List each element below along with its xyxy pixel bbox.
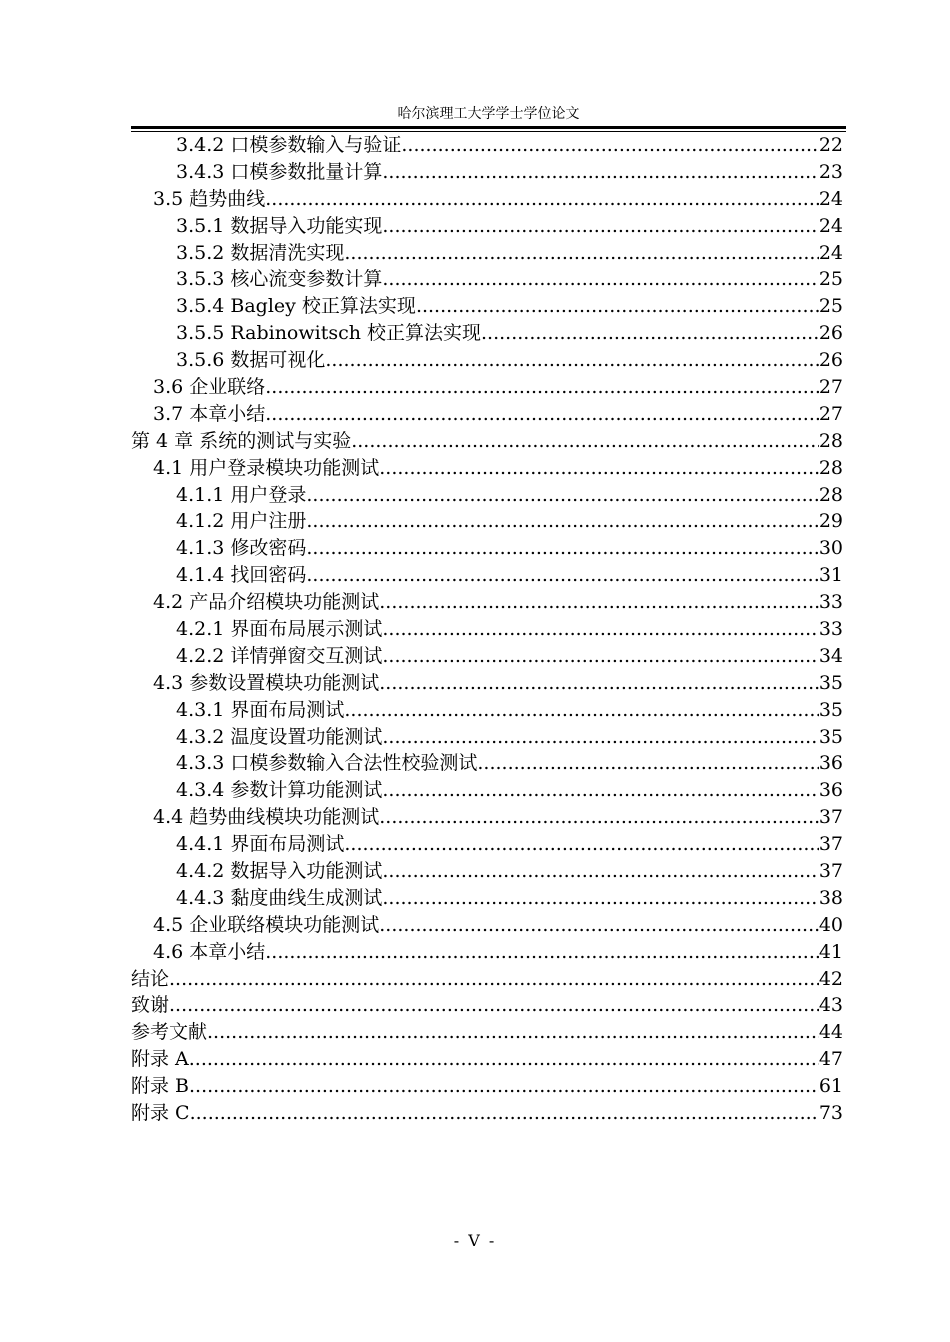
toc-entry-page: 36 [818, 779, 843, 802]
toc-entry-title: 4.3.1 界面布局测试 [176, 698, 345, 721]
toc-dot-leader [382, 858, 818, 885]
toc-entry-title: 4.2 产品介绍模块功能测试 [153, 591, 380, 614]
toc-dot-leader [379, 804, 819, 831]
toc-entry-page: 28 [818, 429, 843, 452]
toc-entry[interactable] [131, 885, 843, 912]
toc-dot-leader [189, 1073, 819, 1100]
running-header: 哈尔滨理工大学学士学位论文 [397, 106, 580, 122]
toc-entry[interactable] [131, 616, 843, 643]
toc-dot-leader [382, 643, 818, 670]
toc-entry-title: 4.1.4 找回密码 [176, 564, 307, 587]
toc-dot-leader [265, 374, 819, 401]
toc-dot-leader [351, 428, 819, 455]
toc-entry[interactable] [131, 213, 843, 240]
toc-entry-page: 33 [818, 618, 843, 641]
toc-dot-leader [169, 966, 819, 993]
toc-entry-title: 4.2.2 详情弹窗交互测试 [176, 644, 383, 667]
toc-entry-title: 3.7 本章小结 [153, 402, 266, 425]
toc-dot-leader [382, 616, 818, 643]
toc-entry-page: 28 [818, 483, 843, 506]
toc-entry-title: 3.5 趋势曲线 [153, 187, 266, 210]
toc-entry-title: 3.5.6 数据可视化 [176, 349, 326, 372]
toc-entry-page: 25 [818, 268, 843, 291]
toc-entry-title: 4.4 趋势曲线模块功能测试 [153, 806, 380, 829]
toc-entry[interactable] [131, 562, 843, 589]
toc-entry[interactable] [131, 697, 843, 724]
toc-entry[interactable] [131, 831, 843, 858]
toc-dot-leader [325, 347, 818, 374]
toc-entry-page: 61 [818, 1075, 843, 1098]
toc-dot-leader [306, 508, 818, 535]
toc-entry-title: 3.5.5 Rabinowitsch 校正算法实现 [176, 322, 482, 345]
toc-entry-page: 23 [818, 160, 843, 183]
toc-entry[interactable] [131, 1019, 843, 1046]
toc-entry-page: 31 [818, 564, 843, 587]
toc-dot-leader [379, 455, 819, 482]
toc-entry-title: 3.4.2 口模参数输入与验证 [176, 133, 402, 156]
toc-entry-title: 4.1.2 用户注册 [176, 510, 307, 533]
toc-entry-title: 4.3.4 参数计算功能测试 [176, 779, 383, 802]
toc-entry-title: 4.3 参数设置模块功能测试 [153, 671, 380, 694]
toc-dot-leader [306, 535, 818, 562]
toc-entry[interactable] [131, 482, 843, 509]
toc-dot-leader [306, 482, 818, 509]
toc-entry-title: 3.5.3 核心流变参数计算 [176, 268, 383, 291]
toc-dot-leader [344, 697, 818, 724]
toc-dot-leader [401, 132, 818, 159]
toc-entry[interactable] [131, 912, 843, 939]
toc-entry-page: 27 [818, 402, 843, 425]
toc-entry[interactable] [131, 186, 843, 213]
toc-entry[interactable] [131, 1073, 843, 1100]
toc-entry[interactable] [131, 320, 843, 347]
toc-entry-title: 致谢 [131, 994, 170, 1017]
toc-entry[interactable] [131, 508, 843, 535]
toc-entry[interactable] [131, 428, 843, 455]
toc-entry-page: 34 [818, 644, 843, 667]
toc-entry-page: 37 [818, 860, 843, 883]
toc-entry-title: 3.5.4 Bagley 校正算法实现 [176, 295, 416, 318]
toc-dot-leader [477, 750, 818, 777]
toc-entry-page: 44 [818, 1021, 843, 1044]
toc-dot-leader [344, 831, 818, 858]
toc-entry[interactable] [131, 750, 843, 777]
toc-entry[interactable] [131, 1100, 843, 1127]
toc-entry-page: 26 [818, 322, 843, 345]
toc-dot-leader [265, 186, 819, 213]
toc-entry-title: 3.6 企业联络 [153, 376, 266, 398]
toc-dot-leader [382, 777, 818, 804]
toc-dot-leader [379, 670, 819, 697]
toc-entry-title: 附录 A [131, 1048, 189, 1071]
toc-dot-leader [265, 939, 819, 966]
toc-entry-title: 4.1.1 用户登录 [176, 483, 307, 506]
toc-entry-title: 附录 B [131, 1075, 190, 1098]
toc-entry[interactable] [131, 240, 843, 267]
toc-dot-leader [382, 885, 818, 912]
toc-entry-page: 35 [818, 671, 843, 694]
toc-entry-page: 27 [818, 376, 843, 398]
toc-dot-leader [382, 266, 818, 293]
toc-entry-page: 36 [818, 752, 843, 775]
toc-entry-page: 37 [818, 806, 843, 829]
toc-dot-leader [265, 401, 819, 428]
toc-dot-leader [382, 159, 818, 186]
toc-entry-page: 29 [818, 510, 843, 533]
toc-entry[interactable] [131, 670, 843, 697]
toc-entry-page: 33 [818, 591, 843, 614]
toc-entry[interactable] [131, 993, 843, 1020]
toc-entry-title: 4.1 用户登录模块功能测试 [153, 456, 380, 479]
toc-entry-page: 25 [818, 295, 843, 318]
toc-entry-title: 4.4.2 数据导入功能测试 [176, 860, 383, 883]
toc-entry[interactable] [131, 347, 843, 374]
toc-dot-leader [382, 724, 818, 751]
toc-entry-page: 41 [818, 940, 843, 963]
toc-entry-page: 47 [818, 1048, 843, 1071]
toc-entry[interactable] [131, 589, 843, 616]
toc-entry-title: 结论 [131, 967, 170, 990]
toc-entry-page: 35 [818, 725, 843, 748]
toc-entry[interactable] [131, 939, 843, 966]
toc-dot-leader [481, 320, 819, 347]
toc-entry-page: 24 [818, 187, 843, 210]
table-of-contents [131, 132, 843, 1127]
toc-entry[interactable] [131, 804, 843, 831]
toc-entry[interactable] [131, 455, 843, 482]
toc-entry-page: 35 [818, 698, 843, 721]
toc-entry-title: 4.5 企业联络模块功能测试 [153, 913, 380, 936]
toc-entry[interactable] [131, 401, 843, 428]
toc-dot-leader [382, 213, 818, 240]
toc-dot-leader [189, 1046, 819, 1073]
toc-entry-title: 4.6 本章小结 [153, 940, 266, 963]
toc-entry-page: 73 [818, 1102, 843, 1125]
toc-entry-title: 附录 C [131, 1102, 190, 1125]
toc-dot-leader [344, 240, 818, 267]
toc-entry[interactable] [131, 643, 843, 670]
toc-entry-page: 26 [818, 349, 843, 372]
toc-entry[interactable] [131, 1046, 843, 1073]
toc-entry-title: 4.3.2 温度设置功能测试 [176, 725, 383, 748]
toc-entry-title: 第 4 章 系统的测试与实验 [131, 429, 352, 452]
toc-dot-leader [416, 293, 819, 320]
toc-entry-title: 4.1.3 修改密码 [176, 537, 307, 560]
toc-dot-leader [379, 589, 819, 616]
toc-dot-leader [190, 1100, 819, 1127]
toc-entry-page: 37 [818, 833, 843, 856]
toc-entry-page: 38 [818, 886, 843, 909]
toc-entry[interactable] [131, 535, 843, 562]
toc-dot-leader [169, 993, 819, 1020]
toc-entry-page: 43 [818, 994, 843, 1017]
toc-entry[interactable] [131, 266, 843, 293]
toc-entry-title: 4.4.3 黏度曲线生成测试 [176, 886, 383, 909]
toc-entry[interactable] [131, 132, 843, 159]
toc-entry-page: 24 [818, 241, 843, 264]
page-number: - V - [453, 1231, 497, 1250]
header-rule-thick [131, 126, 846, 129]
toc-entry-title: 4.4.1 界面布局测试 [176, 833, 345, 856]
toc-dot-leader [306, 562, 818, 589]
toc-entry-page: 30 [818, 537, 843, 560]
toc-entry[interactable] [131, 159, 843, 186]
toc-entry-title: 3.5.2 数据清洗实现 [176, 241, 345, 264]
toc-entry[interactable] [131, 858, 843, 885]
toc-entry-page: 40 [818, 913, 843, 936]
toc-entry-page: 42 [818, 967, 843, 990]
toc-entry-page: 24 [818, 214, 843, 237]
toc-entry-title: 4.3.3 口模参数输入合法性校验测试 [176, 752, 478, 775]
toc-entry[interactable] [131, 724, 843, 751]
toc-entry[interactable] [131, 374, 843, 401]
toc-entry[interactable] [131, 293, 843, 320]
toc-entry-title: 3.4.3 口模参数批量计算 [176, 160, 383, 183]
toc-entry[interactable] [131, 966, 843, 993]
toc-entry-page: 28 [818, 456, 843, 479]
toc-entry-page: 22 [818, 133, 843, 156]
toc-dot-leader [207, 1019, 819, 1046]
toc-entry-title: 4.2.1 界面布局展示测试 [176, 618, 383, 641]
toc-dot-leader [379, 912, 819, 939]
toc-entry[interactable] [131, 777, 843, 804]
toc-entry-title: 参考文献 [131, 1021, 208, 1044]
toc-entry-title: 3.5.1 数据导入功能实现 [176, 214, 383, 237]
